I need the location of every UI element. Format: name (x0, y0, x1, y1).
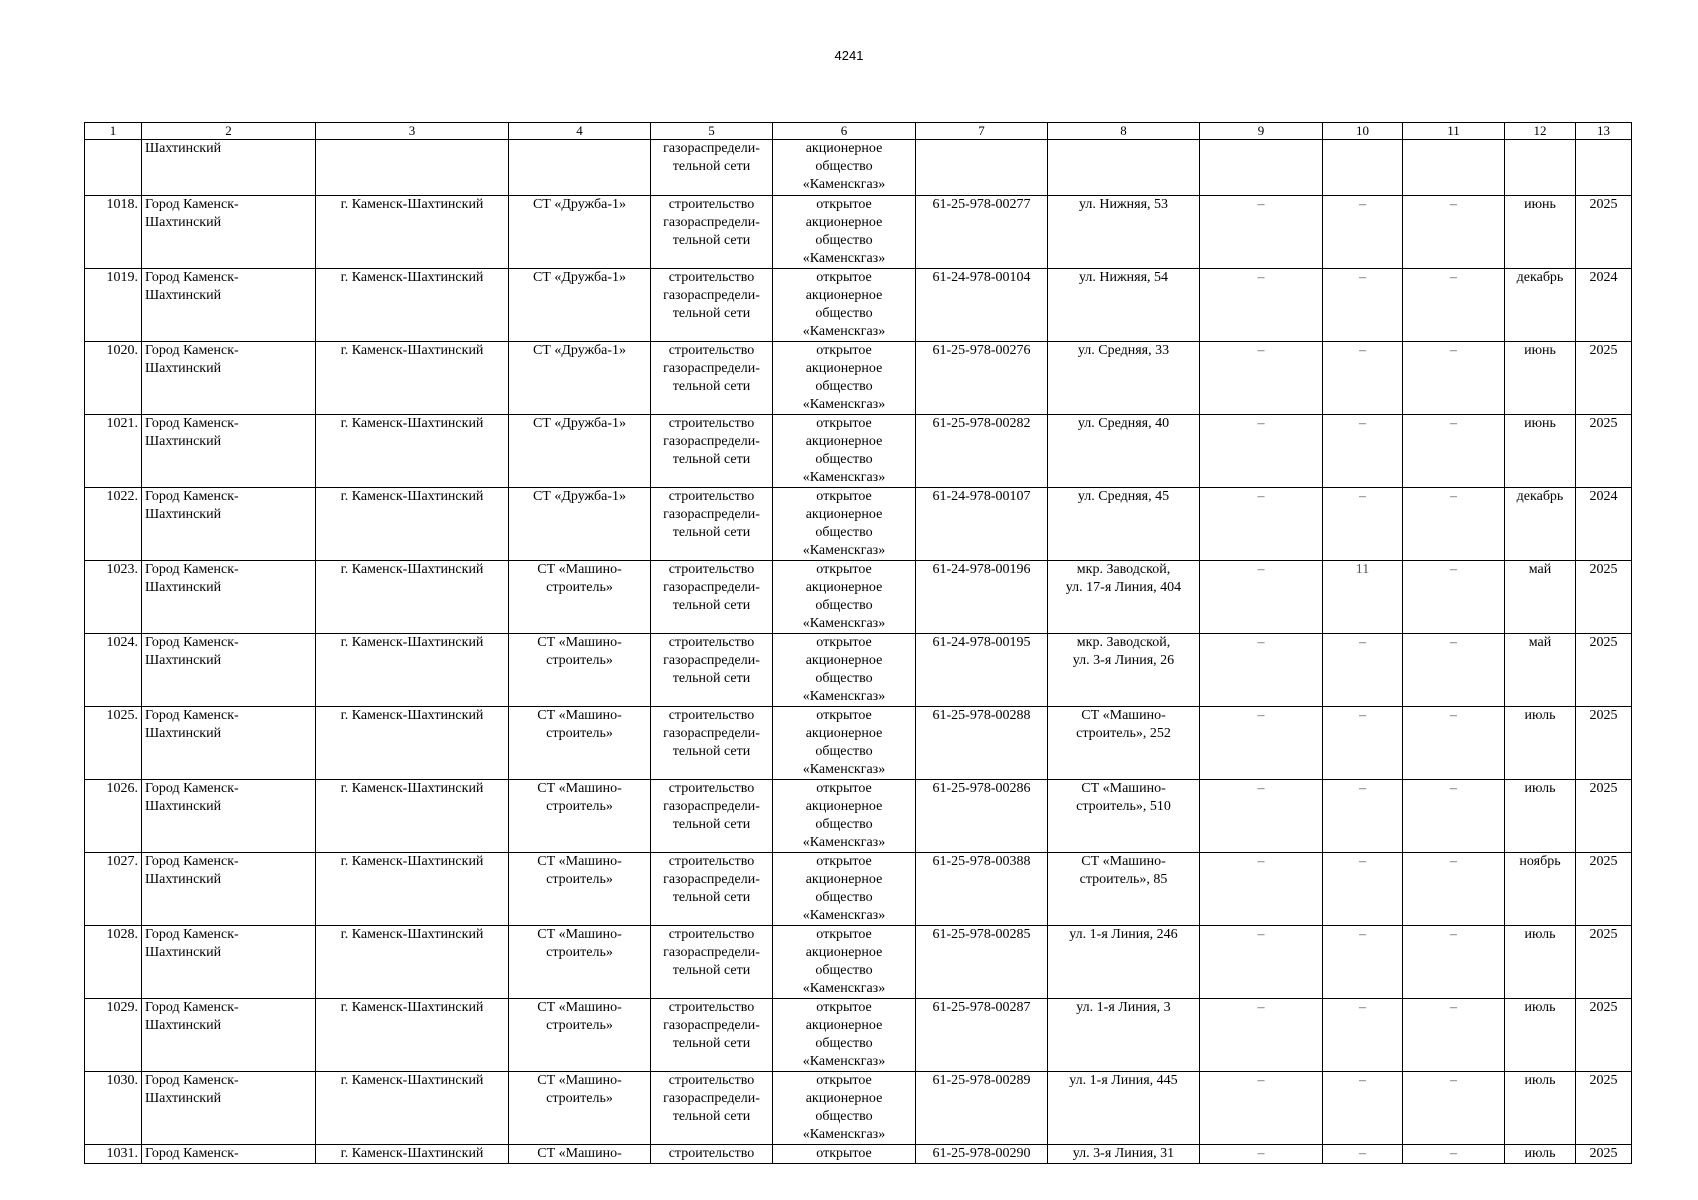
table-cell-locality: СТ «Машино- строитель» (509, 1072, 651, 1145)
table-cell-n: 1028. (85, 926, 142, 999)
table-cell-municipality: Город Каменск- Шахтинский (142, 269, 316, 342)
table-cell-work: строительство газораспредели- тельной сети (651, 196, 773, 269)
table-cell-n: 1025. (85, 707, 142, 780)
table-row (85, 780, 1632, 853)
table-cell-locality: СТ «Машино- строитель» (509, 561, 651, 634)
table-cell (1576, 140, 1632, 196)
table-cell-month: ноябрь (1505, 853, 1576, 926)
table-cell-year: 2025 (1576, 561, 1632, 634)
table-cell-org: открытое акционерное общество «Каменскгаз» (773, 999, 916, 1072)
table-cell-c11: – (1403, 1145, 1505, 1164)
table-cell-locality: СТ «Машино- строитель» (509, 780, 651, 853)
table-cell-c10: – (1323, 707, 1403, 780)
table-cell-c10: – (1323, 780, 1403, 853)
table-cell-locality: СТ «Машино- строитель» (509, 853, 651, 926)
table-cell-n: 1029. (85, 999, 142, 1072)
table-cell-c9: – (1200, 926, 1323, 999)
table-cell-c10: 11 (1323, 561, 1403, 634)
column-header: 4 (509, 123, 651, 140)
table-cell-code: 61-25-978-00290 (916, 1145, 1048, 1164)
table-cell-municipality: Город Каменск- Шахтинский (142, 634, 316, 707)
table-cell-n: 1031. (85, 1145, 142, 1164)
table-cell-year: 2025 (1576, 634, 1632, 707)
table-cell-address: ул. Нижняя, 54 (1048, 269, 1200, 342)
table-cell-settlement: г. Каменск-Шахтинский (316, 634, 509, 707)
header-row (85, 123, 1632, 140)
table-cell-municipality: Город Каменск- Шахтинский (142, 926, 316, 999)
table-cell-c9: – (1200, 634, 1323, 707)
table-cell-locality: СТ «Машино- строитель» (509, 926, 651, 999)
table-cell-address: ул. 3-я Линия, 31 (1048, 1145, 1200, 1164)
table-cell-municipality: Город Каменск- Шахтинский (142, 1072, 316, 1145)
table-cell (1323, 140, 1403, 196)
table-cell-c11: – (1403, 342, 1505, 415)
table-cell-municipality: Город Каменск- Шахтинский (142, 999, 316, 1072)
table-cell-locality: СТ «Дружба-1» (509, 488, 651, 561)
table-cell-settlement: г. Каменск-Шахтинский (316, 1072, 509, 1145)
table-row (85, 1145, 1632, 1164)
table-cell-c11: – (1403, 780, 1505, 853)
table-cell-municipality: Город Каменск- Шахтинский (142, 196, 316, 269)
continuation-row (85, 140, 1632, 196)
table-row (85, 561, 1632, 634)
table-cell: газораспредели- тельной сети (651, 140, 773, 196)
table-cell-municipality: Город Каменск- Шахтинский (142, 707, 316, 780)
table-cell-work: строительство газораспредели- тельной сети (651, 926, 773, 999)
table-cell (916, 140, 1048, 196)
table-cell-c9: – (1200, 853, 1323, 926)
table-cell-n: 1018. (85, 196, 142, 269)
table-cell-year: 2025 (1576, 999, 1632, 1072)
table-cell-locality: СТ «Дружба-1» (509, 269, 651, 342)
table-cell-n: 1026. (85, 780, 142, 853)
table-cell-org: открытое акционерное общество «Каменскгаз» (773, 707, 916, 780)
table-cell: Шахтинский (142, 140, 316, 196)
table-cell (1505, 140, 1576, 196)
table-cell-org: открытое акционерное общество «Каменскгаз» (773, 488, 916, 561)
table-cell-c10: – (1323, 415, 1403, 488)
table-cell-month: июль (1505, 1072, 1576, 1145)
table-cell-month: июль (1505, 1145, 1576, 1164)
table-cell-month: май (1505, 634, 1576, 707)
table-cell-c9: – (1200, 415, 1323, 488)
column-header: 3 (316, 123, 509, 140)
table-cell-address: ул. 1-я Линия, 3 (1048, 999, 1200, 1072)
table-cell-locality: СТ «Машино- строитель» (509, 999, 651, 1072)
gas-network-table (84, 122, 1632, 1164)
table-cell-work: строительство газораспредели- тельной сети (651, 415, 773, 488)
table-cell-address: ул. 1-я Линия, 246 (1048, 926, 1200, 999)
table-cell-month: июнь (1505, 342, 1576, 415)
table-cell-municipality: Город Каменск- Шахтинский (142, 415, 316, 488)
table-cell-c9: – (1200, 780, 1323, 853)
table-cell (316, 140, 509, 196)
table-cell-c11: – (1403, 634, 1505, 707)
table-row (85, 342, 1632, 415)
table-cell-municipality: Город Каменск- (142, 1145, 316, 1164)
table-cell-month: декабрь (1505, 488, 1576, 561)
table-cell-municipality: Город Каменск- Шахтинский (142, 780, 316, 853)
table-cell-n: 1027. (85, 853, 142, 926)
table-cell-code: 61-25-978-00282 (916, 415, 1048, 488)
table-row (85, 488, 1632, 561)
column-header: 5 (651, 123, 773, 140)
table-cell-work: строительство газораспредели- тельной сети (651, 780, 773, 853)
table-cell-month: июль (1505, 707, 1576, 780)
table-cell-org: открытое (773, 1145, 916, 1164)
table-cell-address: ул. 1-я Линия, 445 (1048, 1072, 1200, 1145)
table-cell-c10: – (1323, 196, 1403, 269)
table-cell-month: июль (1505, 780, 1576, 853)
column-header: 9 (1200, 123, 1323, 140)
table-cell-n: 1030. (85, 1072, 142, 1145)
table-cell-c9: – (1200, 488, 1323, 561)
table-row (85, 415, 1632, 488)
column-header: 12 (1505, 123, 1576, 140)
table-cell (1403, 140, 1505, 196)
table-cell-org: открытое акционерное общество «Каменскгаз» (773, 780, 916, 853)
table-cell-settlement: г. Каменск-Шахтинский (316, 780, 509, 853)
table-cell-work: строительство газораспредели- тельной сети (651, 634, 773, 707)
table-cell-code: 61-25-978-00288 (916, 707, 1048, 780)
table-cell-month: декабрь (1505, 269, 1576, 342)
table-cell-year: 2025 (1576, 926, 1632, 999)
table-cell-settlement: г. Каменск-Шахтинский (316, 999, 509, 1072)
table-cell-c10: – (1323, 342, 1403, 415)
table-cell-municipality: Город Каменск- Шахтинский (142, 853, 316, 926)
table-cell-org: открытое акционерное общество «Каменскгаз» (773, 196, 916, 269)
table-cell-n: 1021. (85, 415, 142, 488)
table-cell-c10: – (1323, 1145, 1403, 1164)
table-cell-c9: – (1200, 1072, 1323, 1145)
table-cell-org: открытое акционерное общество «Каменскгаз» (773, 415, 916, 488)
table-cell-c11: – (1403, 999, 1505, 1072)
column-header: 8 (1048, 123, 1200, 140)
table-row (85, 853, 1632, 926)
column-header: 13 (1576, 123, 1632, 140)
table-row (85, 707, 1632, 780)
table-cell-settlement: г. Каменск-Шахтинский (316, 488, 509, 561)
table-cell-settlement: г. Каменск-Шахтинский (316, 1145, 509, 1164)
table-cell-locality: СТ «Машино- (509, 1145, 651, 1164)
table-cell-year: 2025 (1576, 196, 1632, 269)
table-cell-code: 61-24-978-00195 (916, 634, 1048, 707)
table-cell-code: 61-25-978-00388 (916, 853, 1048, 926)
table-cell-work: строительство газораспредели- тельной сети (651, 1072, 773, 1145)
table-row (85, 926, 1632, 999)
table-cell-org: открытое акционерное общество «Каменскгаз» (773, 634, 916, 707)
table-cell-month: июль (1505, 926, 1576, 999)
column-header: 1 (85, 123, 142, 140)
column-header: 6 (773, 123, 916, 140)
table-cell-n: 1022. (85, 488, 142, 561)
table-cell-c11: – (1403, 196, 1505, 269)
table-cell (509, 140, 651, 196)
table-cell-c9: – (1200, 561, 1323, 634)
table-cell-c11: – (1403, 926, 1505, 999)
table-cell-work: строительство газораспредели- тельной сети (651, 488, 773, 561)
table-cell-c11: – (1403, 415, 1505, 488)
table-cell-n: 1023. (85, 561, 142, 634)
table-cell (1048, 140, 1200, 196)
table-cell-code: 61-25-978-00289 (916, 1072, 1048, 1145)
table-cell-code: 61-25-978-00277 (916, 196, 1048, 269)
table-cell-address: СТ «Машино- строитель», 85 (1048, 853, 1200, 926)
table-cell-work: строительство газораспредели- тельной сети (651, 853, 773, 926)
table-cell-month: июль (1505, 999, 1576, 1072)
table-cell-org: открытое акционерное общество «Каменскгаз» (773, 561, 916, 634)
table-cell-settlement: г. Каменск-Шахтинский (316, 415, 509, 488)
table-cell-c11: – (1403, 1072, 1505, 1145)
table-cell-c11: – (1403, 853, 1505, 926)
table-row (85, 196, 1632, 269)
table-cell-c9: – (1200, 269, 1323, 342)
table-cell-municipality: Город Каменск- Шахтинский (142, 488, 316, 561)
table-cell-work: строительство (651, 1145, 773, 1164)
table-cell-address: ул. Нижняя, 53 (1048, 196, 1200, 269)
table-cell (1200, 140, 1323, 196)
table-cell-org: открытое акционерное общество «Каменскгаз» (773, 342, 916, 415)
table-cell-work: строительство газораспредели- тельной сети (651, 342, 773, 415)
table-row (85, 269, 1632, 342)
table-cell-locality: СТ «Дружба-1» (509, 415, 651, 488)
table-cell-year: 2025 (1576, 1145, 1632, 1164)
table-cell-c9: – (1200, 999, 1323, 1072)
table-cell-month: май (1505, 561, 1576, 634)
table-cell-settlement: г. Каменск-Шахтинский (316, 707, 509, 780)
table-cell-code: 61-24-978-00196 (916, 561, 1048, 634)
table-row (85, 999, 1632, 1072)
table-cell-settlement: г. Каменск-Шахтинский (316, 269, 509, 342)
table-cell-year: 2025 (1576, 707, 1632, 780)
table-cell-n: 1024. (85, 634, 142, 707)
table-cell-org: открытое акционерное общество «Каменскгаз» (773, 926, 916, 999)
table-cell-work: строительство газораспредели- тельной сети (651, 999, 773, 1072)
table-cell-c10: – (1323, 634, 1403, 707)
table-cell-month: июнь (1505, 196, 1576, 269)
table-cell-c10: – (1323, 853, 1403, 926)
table-cell-code: 61-25-978-00285 (916, 926, 1048, 999)
table-cell-c10: – (1323, 269, 1403, 342)
table-cell-c10: – (1323, 926, 1403, 999)
table-cell-c10: – (1323, 999, 1403, 1072)
table-cell-code: 61-25-978-00286 (916, 780, 1048, 853)
table-cell-n: 1020. (85, 342, 142, 415)
table-cell-municipality: Город Каменск- Шахтинский (142, 342, 316, 415)
table-cell-code: 61-25-978-00287 (916, 999, 1048, 1072)
table-cell-c9: – (1200, 342, 1323, 415)
table-cell-address: ул. Средняя, 33 (1048, 342, 1200, 415)
table-cell-address: ул. Средняя, 40 (1048, 415, 1200, 488)
table-cell-code: 61-24-978-00104 (916, 269, 1048, 342)
table-cell-address: СТ «Машино- строитель», 252 (1048, 707, 1200, 780)
table-cell-year: 2025 (1576, 415, 1632, 488)
table-cell-year: 2025 (1576, 342, 1632, 415)
table-cell: акционерное общество «Каменскгаз» (773, 140, 916, 196)
page-number: 4241 (834, 48, 864, 63)
table-cell-org: открытое акционерное общество «Каменскгаз» (773, 1072, 916, 1145)
table-cell-code: 61-24-978-00107 (916, 488, 1048, 561)
table-cell-c9: – (1200, 707, 1323, 780)
table-cell-address: мкр. Заводской, ул. 3-я Линия, 26 (1048, 634, 1200, 707)
table-cell-c10: – (1323, 1072, 1403, 1145)
table-cell-c10: – (1323, 488, 1403, 561)
table-cell (85, 140, 142, 196)
column-header: 11 (1403, 123, 1505, 140)
table-cell-work: строительство газораспредели- тельной сети (651, 269, 773, 342)
table-cell-n: 1019. (85, 269, 142, 342)
table-cell-work: строительство газораспредели- тельной сети (651, 561, 773, 634)
table-cell-c11: – (1403, 561, 1505, 634)
table-cell-c9: – (1200, 1145, 1323, 1164)
table-cell-municipality: Город Каменск- Шахтинский (142, 561, 316, 634)
table-cell-settlement: г. Каменск-Шахтинский (316, 561, 509, 634)
table-cell-work: строительство газораспредели- тельной сети (651, 707, 773, 780)
table-cell-c11: – (1403, 488, 1505, 561)
table-cell-org: открытое акционерное общество «Каменскгаз» (773, 853, 916, 926)
table-cell-c11: – (1403, 269, 1505, 342)
table-cell-year: 2025 (1576, 780, 1632, 853)
table-row (85, 634, 1632, 707)
table-cell-c11: – (1403, 707, 1505, 780)
table-row (85, 1072, 1632, 1145)
table-cell-locality: СТ «Дружба-1» (509, 196, 651, 269)
table-cell-address: мкр. Заводской, ул. 17-я Линия, 404 (1048, 561, 1200, 634)
table-cell-year: 2025 (1576, 853, 1632, 926)
column-header: 10 (1323, 123, 1403, 140)
table-cell-address: ул. Средняя, 45 (1048, 488, 1200, 561)
table-cell-code: 61-25-978-00276 (916, 342, 1048, 415)
table-cell-year: 2025 (1576, 1072, 1632, 1145)
table-cell-month: июнь (1505, 415, 1576, 488)
column-header: 7 (916, 123, 1048, 140)
table-cell-year: 2024 (1576, 488, 1632, 561)
table-cell-locality: СТ «Машино- строитель» (509, 634, 651, 707)
table-cell-locality: СТ «Дружба-1» (509, 342, 651, 415)
table-cell-settlement: г. Каменск-Шахтинский (316, 196, 509, 269)
table-cell-settlement: г. Каменск-Шахтинский (316, 342, 509, 415)
table-cell-locality: СТ «Машино- строитель» (509, 707, 651, 780)
table-cell-address: СТ «Машино- строитель», 510 (1048, 780, 1200, 853)
table-cell-year: 2024 (1576, 269, 1632, 342)
table-cell-c9: – (1200, 196, 1323, 269)
table-cell-settlement: г. Каменск-Шахтинский (316, 926, 509, 999)
table-cell-org: открытое акционерное общество «Каменскгаз» (773, 269, 916, 342)
column-header: 2 (142, 123, 316, 140)
table-cell-settlement: г. Каменск-Шахтинский (316, 853, 509, 926)
